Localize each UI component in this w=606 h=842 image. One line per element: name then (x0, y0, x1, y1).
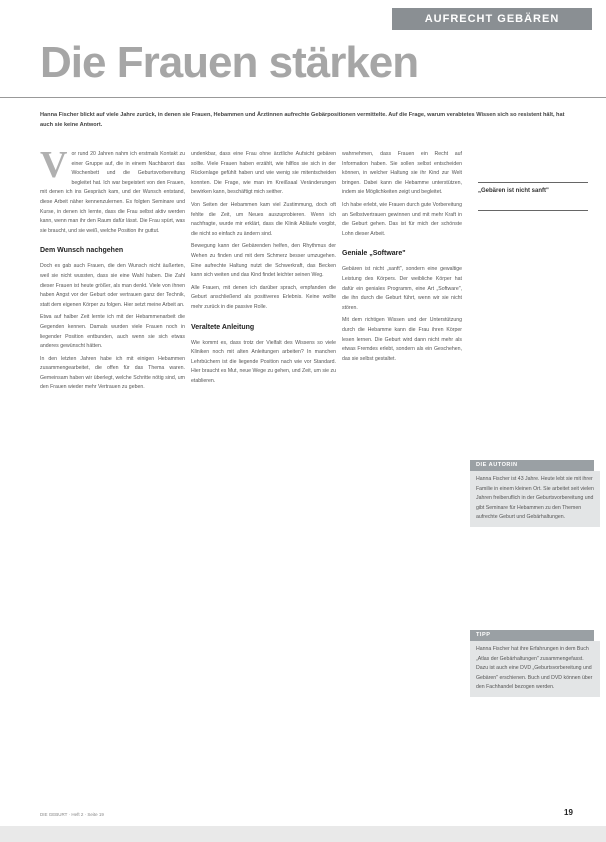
section-header-bar (392, 8, 592, 30)
title-divider (0, 97, 606, 98)
pullquote-rule-bottom (478, 210, 588, 211)
paragraph: undenkbar, dass eine Frau ohne ärztliche Aufsicht gebären sollte. Viele Frauen haben erzählt, wie hilflos sie sich in der Rückenlage gefühlt haben und wie wenig sie mitentscheiden konnten. Die Frage, wie man im Kreißsaal Veränderungen bewirken kann, beschäftigt mich seither. (191, 151, 336, 196)
paragraph: Doch es gab auch Frauen, die den Wunsch nicht äußerten, weil sie nicht wussten, dass sie eine Wahl haben. Die Zahl dieser Frauen ist heute größer, als man denkt. Viele von ihnen haben Angst vor der Geburt oder vertrauen ganz der Technik, statt dem eigenen Körper zu folgen. Hier setzt meine Arbeit an. (40, 263, 185, 308)
subheading: Veraltete Anleitung (191, 323, 255, 331)
text-column-2 (191, 150, 336, 389)
article-lead: Hanna Fischer blickt auf viele Jahre zurück, in denen sie Frauen, Hebammen und Ärztinnen aufrechte Gebärpositionen vermittelte. Auf die Frage, warum verabtetes Wissen sich so resistent hält, hat auch sie keine Antwort. (40, 112, 565, 128)
paragraph: Ich habe erlebt, wie Frauen durch gute Vorbereitung an Selbstvertrauen gewinnen und mit mehr Kraft in die Geburt gehen. Das ist für mich der schönste Lohn dieser Arbeit. (342, 201, 462, 237)
paragraph: Mit dem richtigen Wissen und der Unterstützung durch die Hebamme kann die Frau ihren Körper lesen lernen. Die Geburt wird dann nicht mehr als etwas Fremdes erlebt, sondern als ein Geschehen, das sie selbst gestaltet. (342, 317, 462, 362)
paragraph: In den letzten Jahren habe ich mit einigen Hebammen zusammengearbeitet, die offen für das Thema waren. Gemeinsam haben wir überlegt, welche Schritte nötig sind, um den Frauen wieder mehr Vertrauen zu geben. (40, 355, 185, 391)
drop-cap: V (40, 144, 68, 186)
page-number: 19 (564, 808, 573, 817)
footer-bar (0, 826, 606, 842)
subheading: Dem Wunsch nachgehen (40, 247, 124, 255)
paragraph: wahrnehmen, dass Frauen ein Recht auf Information haben. Sie sollen selbst entscheiden können, in welcher Haltung sie ihr Kind zur Welt bringen. Dabei kann die Hebamme unterstützen, indem sie Möglichkeiten zeigt und begleitet. (342, 151, 462, 196)
paragraph: Etwa auf halber Zeit lernte ich mit der Hebammenarbeit die Gegenden kennen. Damals wurden viele Frauen noch in liegender Position entbunden, auch wenn sie sich etwas anderes gewünscht hätten. (40, 314, 185, 350)
paragraph (40, 144, 185, 236)
author-box (470, 460, 600, 527)
paragraph: Alle Frauen, mit denen ich darüber sprach, empfanden die Geburt anschließend als positiveres Erlebnis. Keine wollte mehr zurück in die passive Rolle. (191, 284, 336, 310)
paragraph: Wie kommt es, dass trotz der Vielfalt des Wissens so viele Kliniken noch mit alten Anleitungen arbeiten? In manchen Lehrbüchern ist die liegende Position nach wie vor Standard. Hier braucht es Mut, neue Wege zu gehen, und Zeit, um sie zu etablieren. (191, 339, 336, 384)
article-title: Die Frauen stärken (40, 38, 419, 87)
section-label: AUFRECHT GEBÄREN (424, 13, 560, 25)
author-box-heading: DIE AUTORIN (470, 460, 594, 471)
tip-box-text: Hanna Fischer hat ihre Erfahrungen in dem Buch „Atlas der Gebärhaltungen" zusammengefasst. Dazu ist auch eine DVD „Geburtsvorbereitung und Gebären" erschienen. Buch und DVD können über den Fachhandel bezogen werden. (470, 641, 600, 697)
author-box-text: Hanna Fischer ist 43 Jahre. Heute lebt sie mit ihrer Familie in einem kleinen Ort. Sie arbeitet seit vielen Jahren freiberuflich in der Geburtsvorbereitung und gibt Seminare für Hebammen zu den Themen aufrechte Geburt und Gebärhaltungen. (470, 471, 600, 527)
text-column-3 (342, 150, 462, 367)
paragraph: Von Seiten der Hebammen kam viel Zustimmung, doch oft fehlte die Zeit, um Neues auszuprobieren. Wenn ich nachfragte, wurde mir erklärt, dass die Klinik Abläufe vorgibt, die nicht so einfach zu ändern sind. (191, 201, 336, 237)
text-column-1 (40, 144, 185, 396)
paragraph: Bewegung kann der Gebärenden helfen, den Rhythmus der Wehen zu finden und mit dem Schmerz besser umzugehen. Eine aufrechte Haltung nutzt die Schwerkraft, das Becken kann sich weiten und das Kind findet leichter seinen Weg. (191, 243, 336, 279)
tip-box (470, 630, 600, 697)
pull-quote: „Gebären ist nicht sanft" (478, 188, 549, 194)
footer-text: DIE GEBURT · Heft 2 · Seite 19 (40, 812, 104, 817)
tip-box-heading: TIPP (470, 630, 594, 641)
paragraph-text: or rund 20 Jahren nahm ich erstmals Kontakt zu einer Gruppe auf, die in einem Nachbarort das Wochenbett und die Geburtsvorbereitung begleitet hat. Ich war begeistert von den Frauen, mit denen ich ins Gespräch kam, und der Wunsch entstand, diese Arbeit näher kennenzulernen. Es folgten Seminare und Kurse, in denen ich lernte, dass die Frau selbst aktiv werden kann, wenn man ihr den Raum dafür lässt. Die Frau spürt, was sie braucht, und sie weiß, welche Position ihr guttut. (40, 151, 185, 234)
paragraph: Gebären ist nicht „sanft", sondern eine gewaltige Leistung des Körpers. Der weibliche Körper hat dafür ein geniales Programm, eine Art „Software", die ihn durch die Geburt führt, wenn wir sie nicht stören. (342, 266, 462, 311)
pullquote-rule-top (478, 182, 588, 183)
subheading: Geniale „Software" (342, 250, 406, 258)
